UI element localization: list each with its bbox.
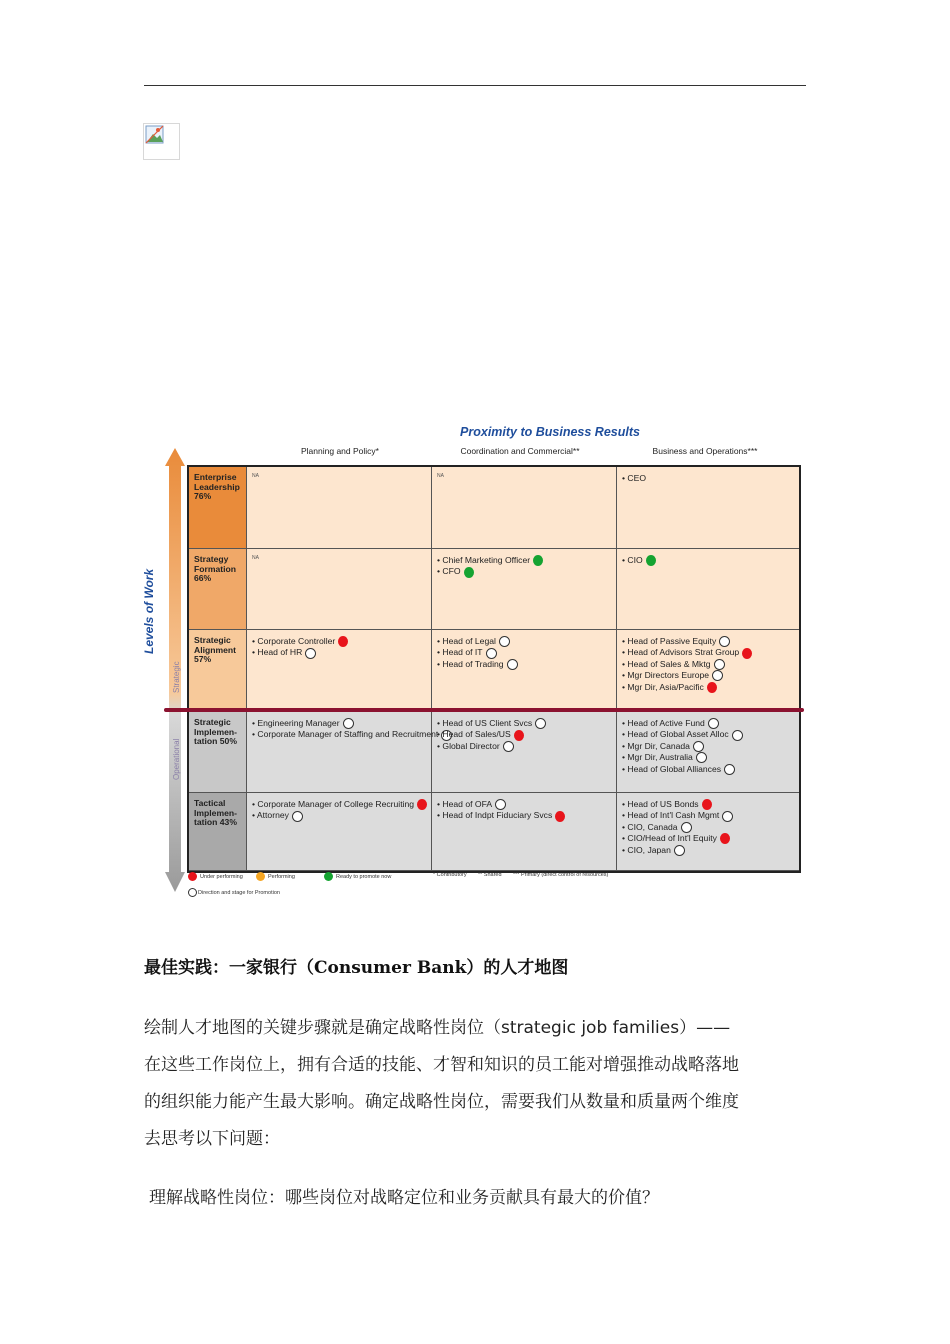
job-role-label: • CEO — [622, 473, 647, 483]
grid-cell — [617, 549, 799, 630]
job-role-label: • Mgr Dir, Australia — [622, 752, 693, 763]
grid-cell — [617, 467, 799, 549]
job-role — [622, 647, 794, 658]
grid-cell — [617, 793, 799, 871]
level-label: Tactical Implemen-tation 43% — [189, 793, 247, 871]
level-label: Strategic Alignment 57% — [189, 630, 247, 712]
promotion-direction-icon — [674, 845, 685, 856]
job-role — [622, 752, 794, 763]
column-header-planning: Planning and Policy* — [301, 446, 379, 456]
job-role — [252, 647, 426, 658]
body-paragraph — [144, 1010, 808, 1158]
job-role-label: • Head of Legal — [437, 636, 496, 646]
job-role-label: • Head of Int'l Cash Mgmt — [622, 810, 720, 821]
job-role — [437, 555, 611, 566]
job-role — [252, 718, 426, 729]
column-header-business: Business and Operations*** — [652, 446, 758, 456]
job-role — [622, 810, 794, 821]
level-label: Strategy Formation 66% — [189, 549, 247, 630]
job-role-label: • Corporate Controller — [252, 636, 336, 646]
legend-label: Performing — [268, 873, 295, 880]
grid-cell — [432, 549, 617, 630]
promotion-direction-icon — [722, 811, 733, 822]
paragraph-line: 绘制人才地图的关键步骤就是确定战略性岗位（strategic job families）—— — [144, 1018, 731, 1038]
grid-cell — [432, 793, 617, 871]
grid-cell — [617, 630, 799, 712]
job-role-label: • Head of Trading — [437, 658, 504, 669]
grid-cell — [247, 712, 439, 793]
grid-cell — [617, 712, 799, 793]
job-role — [252, 636, 426, 647]
job-role — [437, 718, 611, 729]
grid-cell — [247, 793, 432, 871]
promotion-direction-icon — [696, 752, 707, 763]
job-role — [622, 729, 794, 740]
operational-band-label: Operational — [172, 738, 181, 780]
job-role-label: • Head of US Bonds — [622, 799, 699, 809]
chart-title: Proximity to Business Results — [460, 425, 640, 439]
job-role-label: • Head of Global Alliances — [622, 763, 722, 774]
promotion-direction-icon — [714, 659, 725, 670]
footnote: *** Primary (direct control of resources) — [513, 872, 609, 878]
levels-of-work-label: Levels of Work — [142, 568, 156, 654]
promotion-direction-icon — [732, 730, 743, 741]
under-performing-marker — [338, 636, 348, 647]
legend-red-swatch — [188, 872, 197, 881]
grid-cell — [247, 467, 432, 549]
job-role — [437, 729, 611, 740]
promotion-direction-icon — [503, 741, 514, 752]
grid-cell — [432, 630, 617, 712]
legend-orange-swatch — [256, 872, 265, 881]
job-role-label: • Head of Indpt Fiduciary Svcs — [437, 810, 553, 821]
job-role-label: • Mgr Directors Europe — [622, 670, 710, 681]
job-role-label: • Chief Marketing Officer — [437, 555, 531, 565]
paragraph-line: 在这些工作岗位上，拥有合适的技能、才智和知识的员工能对增强推动战略落地 — [144, 1055, 739, 1075]
job-role-label: • CFO — [437, 566, 461, 577]
job-role — [437, 810, 611, 821]
job-role-label: • Head of Passive Equity — [622, 636, 717, 646]
strategic-operational-divider — [164, 708, 804, 712]
job-role — [252, 810, 426, 821]
job-role-label: • Head of Global Asset Alloc — [622, 729, 729, 740]
grid-row — [189, 467, 799, 549]
grid-row — [189, 712, 799, 793]
footnote: ** Shared — [478, 872, 502, 878]
job-role — [437, 659, 611, 670]
job-role-label: • Head of Advisors Strat Group — [622, 647, 740, 658]
broken-image-placeholder — [143, 123, 180, 160]
ready-to-promote-marker — [533, 555, 543, 566]
job-role-label: • Head of Sales & Mktg — [622, 658, 711, 669]
level-label: Enterprise Leadership 76% — [189, 467, 247, 549]
legend-label: Under performing — [200, 873, 243, 880]
talent-map-chart — [140, 420, 810, 910]
promotion-direction-icon — [712, 670, 723, 681]
under-performing-marker — [702, 799, 712, 810]
job-role — [622, 682, 794, 693]
grid-row — [189, 549, 799, 630]
job-role — [252, 799, 426, 810]
job-role-label: • CIO/Head of Int'l Equity — [622, 833, 717, 844]
job-role — [437, 566, 611, 577]
strategic-band-label: Strategic — [172, 661, 181, 693]
promotion-direction-icon — [681, 822, 692, 833]
ready-to-promote-marker — [464, 567, 474, 578]
talent-grid — [187, 465, 801, 873]
job-role-label: • Mgr Dir, Asia/Pacific — [622, 681, 704, 692]
job-role-label: • Head of HR — [252, 647, 303, 658]
ready-to-promote-marker — [646, 555, 656, 566]
job-role — [437, 636, 611, 647]
job-role-label: • Engineering Manager — [252, 718, 340, 728]
footnote: * Contributory — [433, 872, 467, 878]
section-heading: 最佳实践：一家银行（Consumer Bank）的人才地图 — [144, 958, 569, 978]
column-header-coordination: Coordination and Commercial** — [460, 446, 580, 456]
promotion-direction-icon — [724, 764, 735, 775]
under-performing-marker — [417, 799, 427, 810]
job-role — [622, 845, 794, 856]
promotion-direction-icon — [708, 718, 719, 729]
promotion-direction-icon — [292, 811, 303, 822]
legend-green-swatch — [324, 872, 333, 881]
job-role — [622, 473, 794, 484]
job-role — [437, 741, 611, 752]
question-line: 理解战略性岗位：哪些岗位对战略定位和业务贡献具有最大的价值？ — [149, 1188, 659, 1208]
job-role-label: • CIO, Canada — [622, 821, 678, 832]
header-rule — [144, 85, 806, 86]
job-role — [622, 718, 794, 729]
job-role-label: • Head of OFA — [437, 799, 493, 809]
grid-cell — [432, 712, 617, 793]
job-role — [622, 822, 794, 833]
promotion-direction-icon — [495, 799, 506, 810]
job-role — [622, 555, 794, 566]
promotion-direction-icon — [693, 741, 704, 752]
job-role-label: • Head of Active Fund — [622, 718, 705, 728]
promotion-direction-icon — [486, 648, 497, 659]
cell-note: NA — [252, 473, 259, 479]
job-role-label: • CIO — [622, 555, 643, 565]
promotion-direction-icon — [305, 648, 316, 659]
paragraph-line: 的组织能力能产生最大影响。确定战略性岗位，需要我们从数量和质量两个维度 — [144, 1092, 739, 1112]
job-role-label: • Attorney — [252, 810, 289, 821]
job-role — [252, 729, 439, 740]
job-role-label: • Head of US Client Svcs — [437, 718, 533, 728]
under-performing-marker — [707, 682, 717, 693]
level-label: Strategic Implemen-tation 50% — [189, 712, 247, 793]
job-role-label: • Mgr Dir, Canada — [622, 740, 690, 751]
legend-promotion-icon — [188, 888, 197, 897]
job-role — [622, 833, 794, 844]
legend-label: Direction and stage for Promotion — [198, 889, 280, 896]
promotion-direction-icon — [499, 636, 510, 647]
job-role — [622, 764, 794, 775]
cell-note: NA — [252, 555, 259, 561]
grid-row — [189, 793, 799, 871]
job-role — [622, 741, 794, 752]
under-performing-marker — [514, 730, 524, 741]
grid-cell — [247, 630, 432, 712]
job-role — [437, 647, 611, 658]
grid-cell — [432, 467, 617, 549]
job-role-label: • CIO, Japan — [622, 844, 671, 855]
job-role-label: • Corporate Manager of College Recruiting — [252, 799, 415, 809]
job-role — [622, 799, 794, 810]
job-role — [437, 799, 611, 810]
job-role-label: • Head of IT — [437, 647, 483, 658]
grid-cell — [247, 549, 432, 630]
under-performing-marker — [720, 833, 730, 844]
promotion-direction-icon — [507, 659, 518, 670]
cell-note: NA — [437, 473, 444, 479]
under-performing-marker — [555, 811, 565, 822]
job-role-label: • Global Director — [437, 740, 500, 751]
job-role — [622, 670, 794, 681]
under-performing-marker — [742, 648, 752, 659]
job-role — [622, 659, 794, 670]
promotion-direction-icon — [719, 636, 730, 647]
promotion-direction-icon — [343, 718, 354, 729]
legend-label: Ready to promote now — [336, 873, 392, 880]
promotion-direction-icon — [535, 718, 546, 729]
job-role-label: • Corporate Manager of Staffing and Recruitment — [252, 729, 439, 740]
paragraph-line: 去思考以下问题： — [144, 1129, 280, 1149]
job-role-label: • Head of Sales/US — [437, 729, 511, 740]
job-role — [622, 636, 794, 647]
grid-row — [189, 630, 799, 712]
broken-image-icon — [145, 125, 165, 145]
